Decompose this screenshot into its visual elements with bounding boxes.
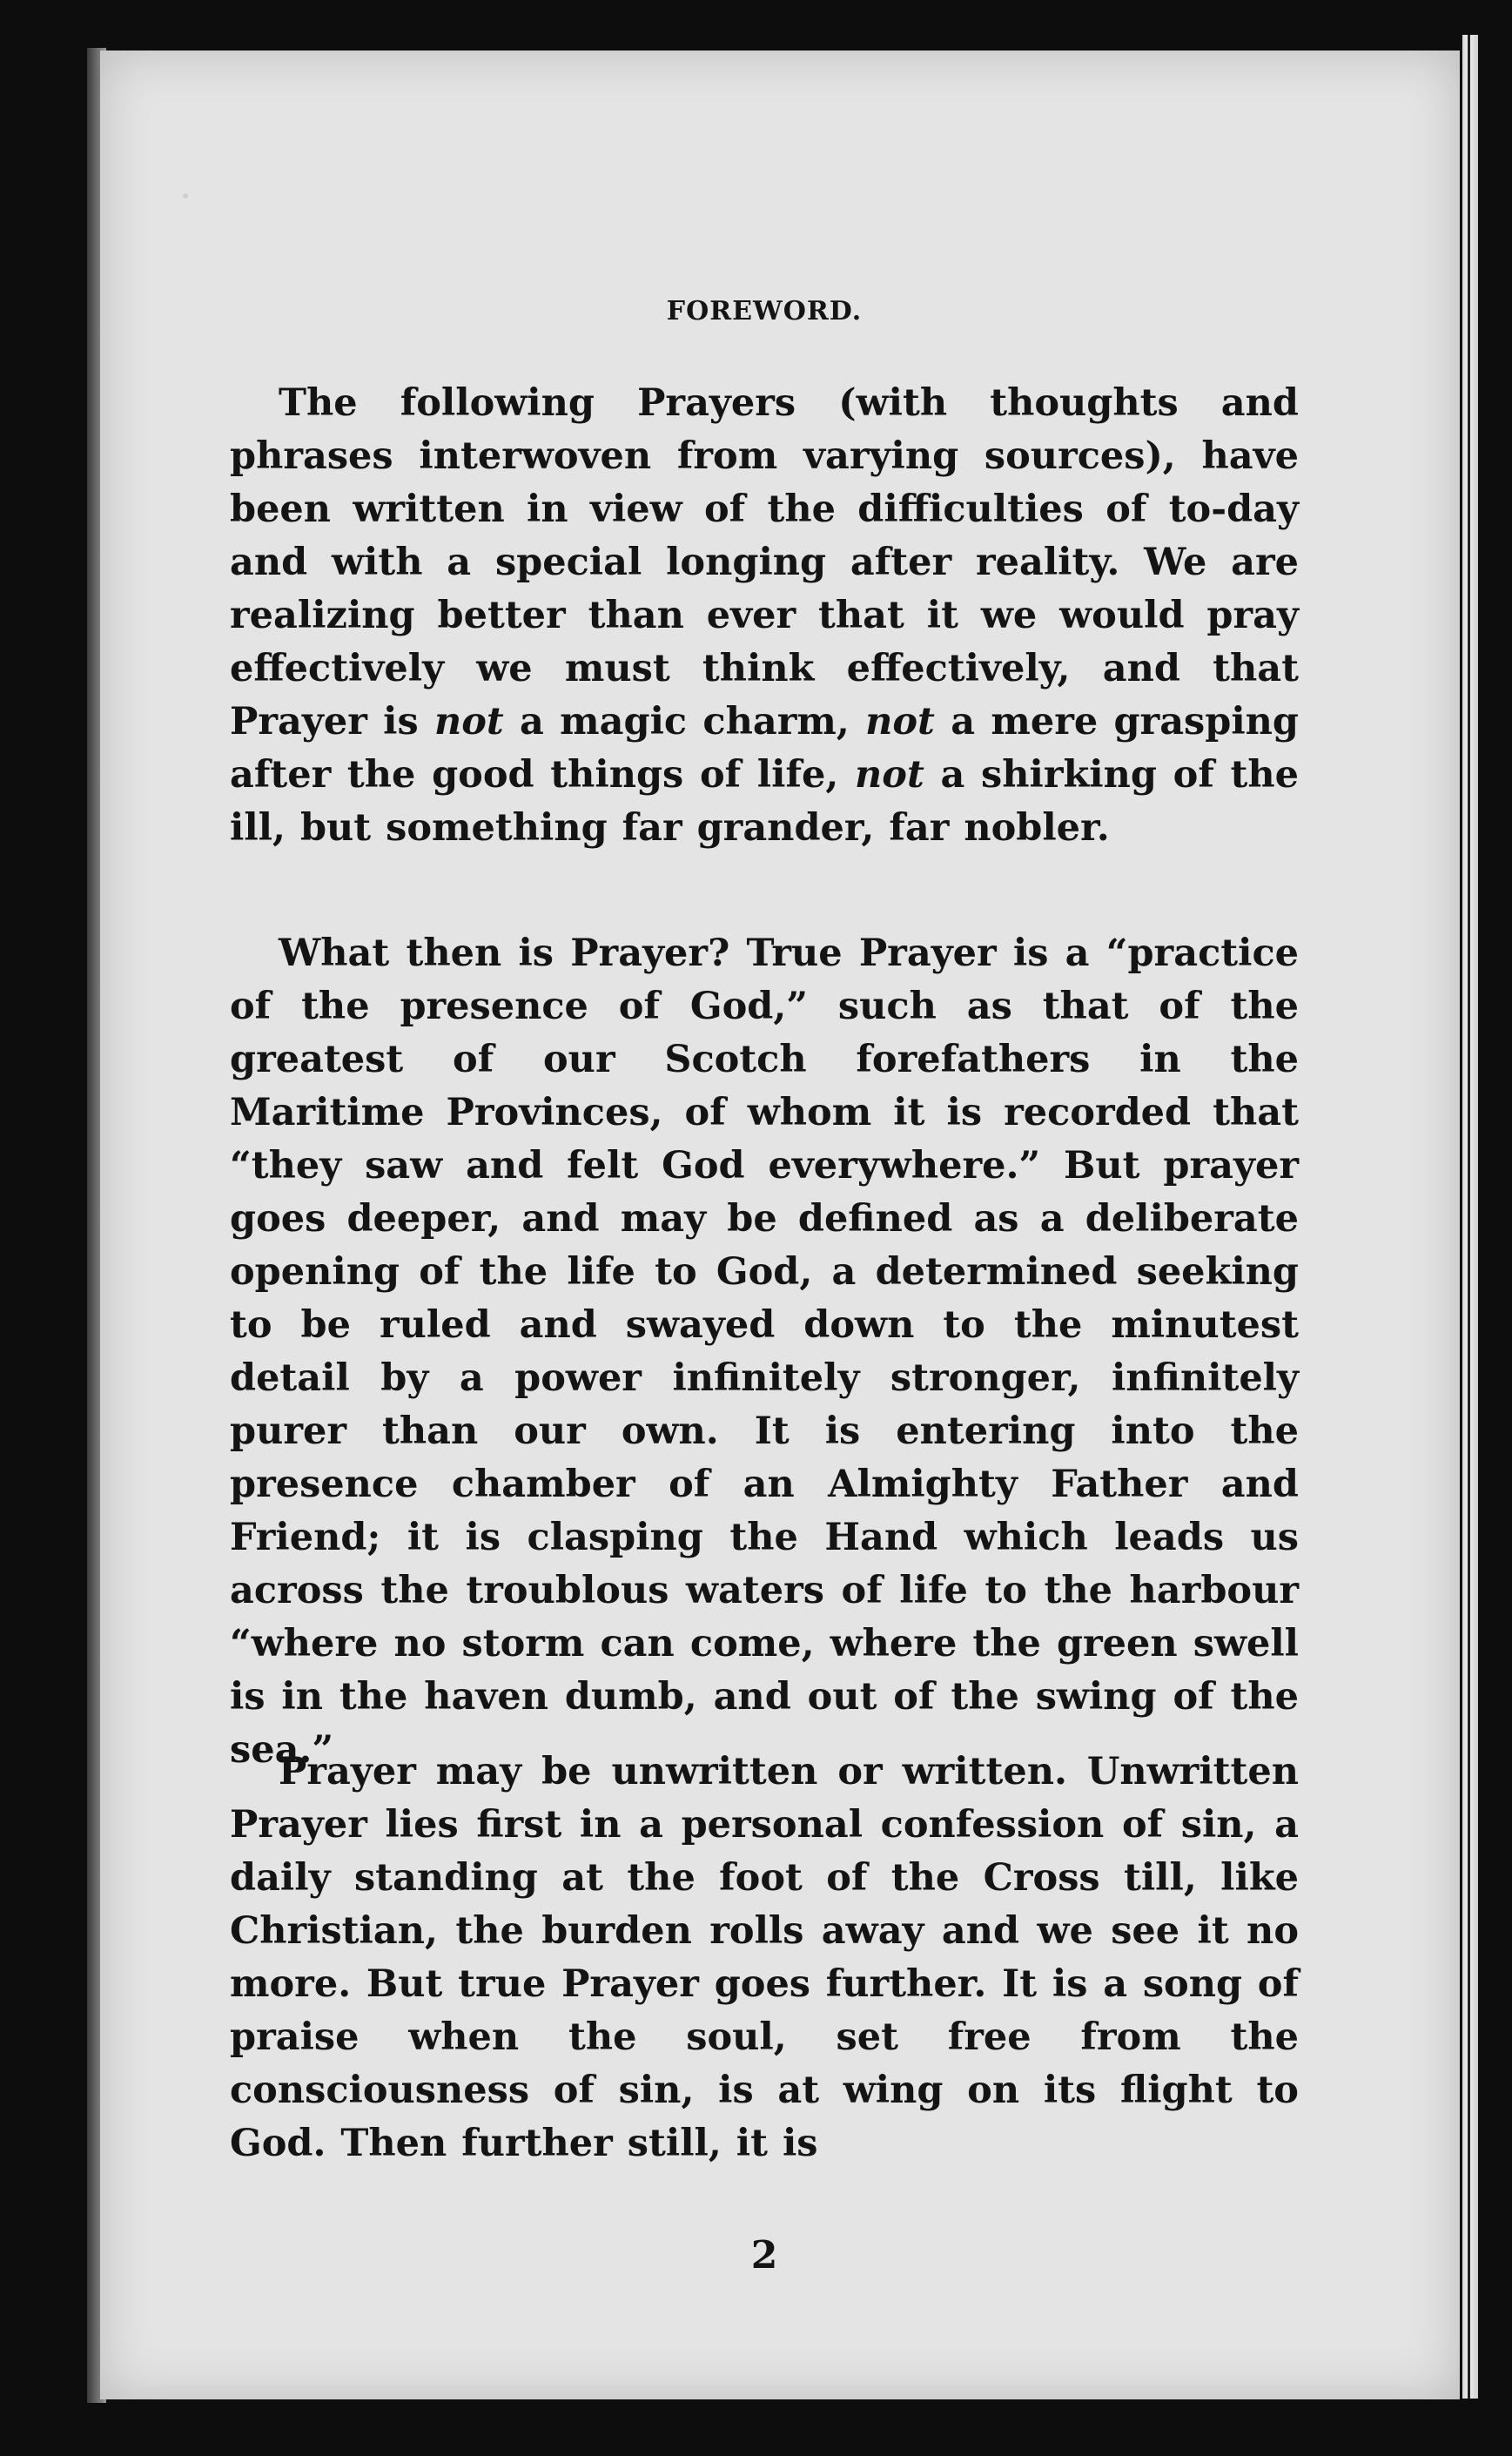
paragraph-2-text: What then is Prayer? True Prayer is a “practice of the presence of God,” such as that of the greatest of our Scotch forefathers in the Maritime Provinces, of whom it is recorded that “they saw and felt God everywhere.” But prayer goes deeper, and may be defined as a deliberate opening of the life to God, a determined seeking to be ruled and swayed down to the minutest detail by a power infinitely stronger, infinitely purer than our own. It is entering into the presence chamber of an Almighty Father and Friend; it is clasping the Hand which leads us across the troublous waters of life to the harbour “where no storm can come, where the green swell is in the haven dumb, and out of the swing of the sea.” — [230, 932, 1299, 1772]
paragraph-3 — [230, 1746, 1299, 2170]
paragraph-1 — [230, 377, 1299, 855]
facing-page-edge — [1462, 35, 1478, 2399]
foreword-heading: FOREWORD. — [666, 296, 863, 326]
paper-speck — [183, 193, 188, 198]
page-edge-line — [1468, 35, 1470, 2399]
paragraph-1-text: a mere grasping after the good things of life, — [230, 700, 1299, 797]
page-number: 2 — [750, 2233, 778, 2278]
emphasis-not: not — [855, 753, 924, 797]
paragraph-1-text: a shirking of the ill, but something far grander, far nobler. — [230, 753, 1299, 850]
paragraph-3-text: Prayer may be unwritten or written. Unwritten Prayer lies first in a personal confession of sin, a daily standing at the foot of the Cross till, like Christian, the burden rolls away and we see it no more. But true Prayer goes further. It is a song of praise when the soul, set free from the consciousness of sin, is at wing on its flight to God. Then further still, it is — [230, 1750, 1299, 2165]
paragraph-2 — [230, 927, 1299, 1777]
paragraph-1-text: The following Prayers (with thoughts and phrases interwoven from varying sources), have been written in view of the difficulties of to-day and with a special longing after reality. We are realizing better than ever that it we would pray effectively we must think effectively, and that Prayer is — [230, 381, 1299, 744]
paragraph-1-text: a magic charm, — [503, 700, 866, 744]
emphasis-not: not — [433, 700, 504, 744]
emphasis-not: not — [865, 700, 935, 744]
